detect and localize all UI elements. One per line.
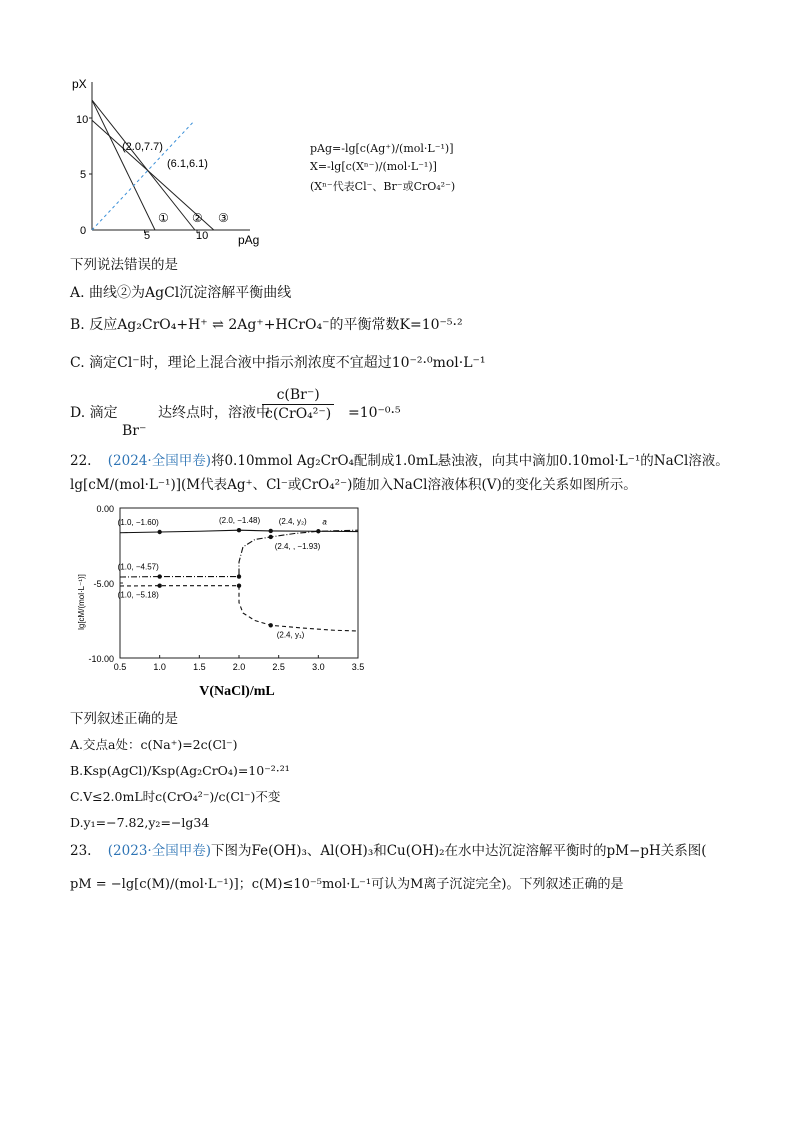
q23-source: (2023·全国甲卷) (107, 843, 211, 859)
chart-annotation: (1.0, −1.60) (117, 518, 159, 527)
chart-ytick-neg10: -10.00 (88, 654, 114, 664)
chart-xtick-label: 3.0 (312, 662, 325, 672)
fig1-xtick-5: 5 (144, 230, 151, 242)
q21-d-numerator: c(Br⁻) (262, 386, 334, 405)
fig1-note-1: pAg=-lg[c(Ag⁺)/(mol·L⁻¹)] (310, 142, 454, 155)
q21-option-a: A. 曲线②为AgCl沉淀溶解平衡曲线 (70, 285, 292, 301)
q23-line-1 (70, 842, 707, 860)
q23-number: 23. (70, 843, 92, 859)
fig1-curve-1-label: ① (158, 211, 169, 225)
fig1-ylabel: pX (72, 77, 87, 91)
fig1-curve-3-label: ③ (218, 211, 229, 225)
chart-annotation: (2.0, −1.48) (219, 516, 261, 526)
q21-d-value: =10⁻⁰·⁵ (348, 405, 401, 421)
chart-point (237, 528, 241, 532)
chart-xtick-label: 2.0 (232, 662, 246, 672)
px-pag-chart (60, 72, 290, 252)
q21-d-fraction (262, 386, 334, 423)
q23-line-2: pM = −lg[c(M)/(mol·L⁻¹)]；c(M)≤10⁻⁵mol·L⁻¹可认为M离子沉淀完全)。下列叙述正确的是 (70, 877, 624, 892)
chart-point (316, 529, 320, 533)
chart-annotation: (2.4, y₁) (276, 630, 305, 640)
chart-point (269, 535, 273, 539)
chart-point (157, 584, 161, 588)
chart-xtick-label: 3.5 (351, 662, 365, 672)
q21-option-b: B. 反应Ag₂CrO₄+H⁺ ⇌ 2Ag⁺+HCrO₄⁻的平衡常数K=10⁻⁵·² (70, 317, 463, 333)
chart-xtick-label: 1.5 (193, 662, 206, 672)
q22-stem: 下列叙述正确的是 (70, 711, 178, 727)
chart-xtick-label: 2.5 (272, 662, 285, 672)
fig1-point-label-b: (6.1,6.1) (167, 158, 208, 170)
chart-annotation: (1.0, −5.18) (117, 590, 159, 600)
fig1-curve-2-label: ② (192, 211, 203, 225)
q22-line-2: lg[cM/(mol·L⁻¹)](M代表Ag⁺、Cl⁻或CrO₄²⁻)随加入NaCl溶液体积(V)的变化关系如图所示。 (70, 477, 637, 493)
chart-ytick-neg5: -5.00 (93, 579, 114, 589)
chart-point (237, 584, 241, 588)
fig1-dashed-diagonal (92, 122, 193, 230)
q21-stem: 下列说法错误的是 (70, 257, 178, 273)
chart-xlabel: V(NaCl)/mL (199, 684, 275, 699)
chart-xtick-label: 1.0 (153, 662, 166, 672)
fig1-note-3: (Xⁿ⁻代表Cl⁻、Br⁻或CrO₄²⁻) (310, 180, 456, 193)
fig1-point-label-a: (2.0,7.7) (122, 141, 163, 153)
chart-point (157, 530, 161, 534)
q21-d-mid: 达终点时，溶液中 (158, 405, 270, 421)
q22-line-1 (70, 452, 729, 470)
q22-option-b: B.Ksp(AgCl)/Ksp(Ag₂CrO₄)=10⁻²·²¹ (70, 763, 290, 778)
q21-d-denominator: c(CrO₄²⁻) (265, 406, 332, 422)
chart-annotation: (2.4, y₂) (278, 516, 307, 526)
chart-ytick-0: 0.00 (96, 504, 114, 514)
lgcm-vs-volume-chart (70, 502, 370, 702)
q21-option-c: C. 滴定Cl⁻时，理论上混合液中指示剂浓度不宜超过10⁻²·⁰mol·L⁻¹ (70, 355, 486, 371)
q22-source: (2024·全国甲卷) (107, 453, 211, 469)
fig1-ytick-0: 0 (80, 225, 87, 237)
chart-ylabel: lg[cM/(mol·L⁻¹)] (77, 574, 86, 630)
q23-text-1: 下图为Fe(OH)₃、Al(OH)₃和Cu(OH)₂在水中达沉淀溶解平衡时的pM−pH关系图( (210, 843, 707, 859)
chart-annotation: (1.0, −4.57) (117, 562, 159, 572)
chart-point (269, 529, 273, 533)
chart-annotation: (2.4, , −1.93) (274, 541, 321, 551)
chart-point (157, 574, 161, 578)
chart-point (269, 623, 273, 627)
q22-option-a: A.交点a处：c(Na⁺)=2c(Cl⁻) (70, 737, 238, 752)
q22-text-1: 将0.10mmol Ag₂CrO₄配制成1.0mL悬浊液，向其中滴加0.10mol·L⁻¹的NaCl溶液。 (210, 453, 729, 469)
fig1-ytick-10: 10 (76, 114, 89, 126)
q22-option-d: D.y₁=−7.82,y₂=−lg34 (70, 815, 210, 830)
q22-number: 22. (70, 453, 92, 469)
fig1-note-2: X=-lg[c(Xⁿ⁻)/(mol·L⁻¹)] (310, 160, 437, 173)
fig1-xlabel: pAg (238, 233, 260, 247)
fig1-curve-1 (92, 100, 155, 230)
fig1-ytick-5: 5 (80, 169, 87, 181)
chart-annotation: a (322, 517, 327, 527)
q21-d-br: Br⁻ (122, 423, 147, 439)
chart-xtick-label: 0.5 (113, 662, 127, 672)
q21-d-prefix: D. 滴定 (70, 405, 118, 421)
q22-option-c: C.V≤2.0mL时c(CrO₄²⁻)/c(Cl⁻)不变 (70, 789, 281, 804)
chart-point (237, 574, 241, 578)
fig1-xtick-10: 10 (196, 230, 209, 242)
